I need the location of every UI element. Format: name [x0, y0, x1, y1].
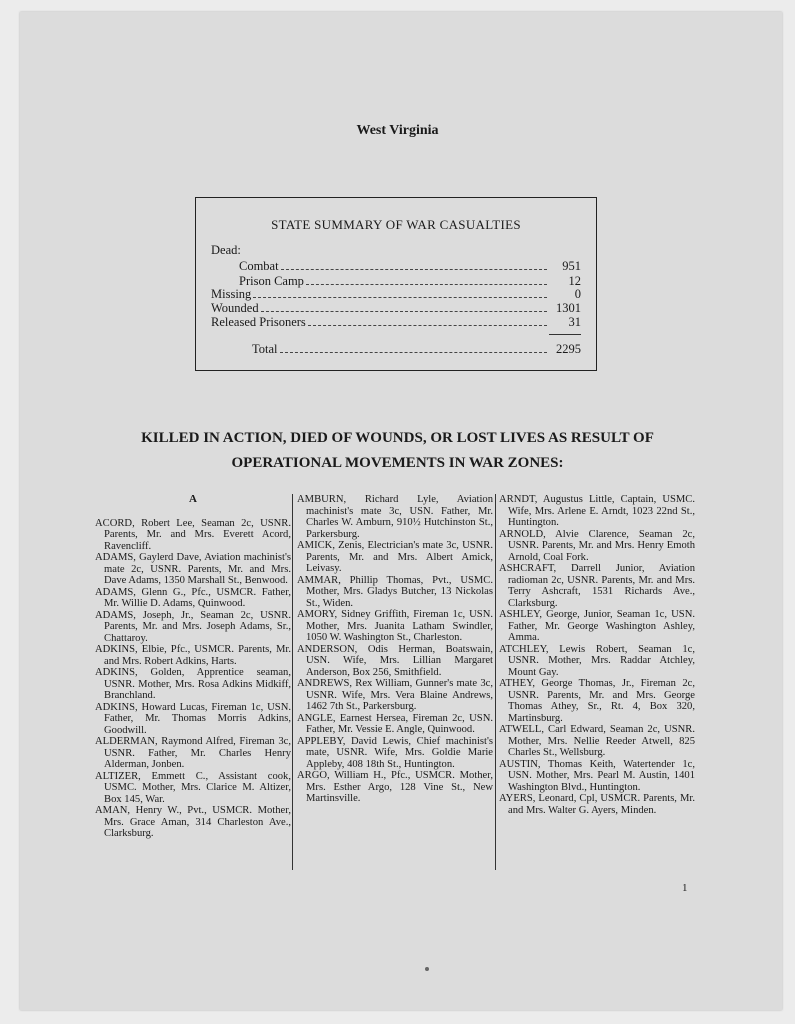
casualty-entry: ADKINS, Howard Lucas, Fireman 1c, USN. Father, Mr. Thomas Morris Adkins, Goodwill.	[95, 701, 291, 736]
casualty-column-3	[499, 494, 695, 816]
state-title: West Virginia	[356, 123, 439, 138]
casualty-entry: ADKINS, Elbie, Pfc., USMCR. Parents, Mr. and Mrs. Robert Adkins, Harts.	[95, 644, 291, 667]
casualty-entry: AYERS, Leonard, Cpl, USMCR. Parents, Mr. and Mrs. Walter G. Ayers, Minden.	[499, 793, 695, 816]
casualty-entry: APPLEBY, David Lewis, Chief machinist's mate, USNR. Wife, Mrs. Goldie Marie Appleby, 408 18th St., Huntington.	[297, 735, 493, 770]
casualty-entry: ANGLE, Earnest Hersea, Fireman 2c, USN. Father, Mr. Vessie E. Angle, Quinwood.	[297, 712, 493, 735]
casualty-entry: ACORD, Robert Lee, Seaman 2c, USNR. Parents, Mr. and Mrs. Everett Acord, Ravencliff.	[95, 517, 291, 552]
total-rule	[549, 334, 581, 335]
summary-row-missing: Missing 0	[211, 287, 581, 301]
dead-label: Dead:	[211, 243, 241, 257]
casualty-entry: AUSTIN, Thomas Keith, Watertender 1c, USN. Mother, Mrs. Pearl M. Austin, 1401 Washington Blvd., Huntington.	[499, 758, 695, 793]
casualty-entry: ARGO, William H., Pfc., USMCR. Mother, Mrs. Esther Argo, 128 Vine St., New Martinsville.	[297, 770, 493, 804]
casualty-entry: ARNOLD, Alvie Clarence, Seaman 2c, USNR. Parents, Mr. and Mrs. Henry Emoth Arnold, Coal Fork.	[499, 528, 695, 563]
casualty-entry: ANDREWS, Rex William, Gunner's mate 3c, USNR. Wife, Mrs. Vera Blaine Andrews, 1462 7th St., Parkersburg.	[297, 678, 493, 712]
casualty-column-1	[95, 494, 291, 840]
casualty-entry: ADAMS, Joseph, Jr., Seaman 2c, USNR. Parents, Mr. and Mrs. Joseph Adams, Sr., Chattaroy.	[95, 609, 291, 644]
casualty-entry: ATCHLEY, Lewis Robert, Seaman 1c, USNR. Mother, Mrs. Raddar Atchley, Mount Gay.	[499, 643, 695, 678]
casualty-entry: ATWELL, Carl Edward, Seaman 2c, USNR. Mother, Mrs. Nellie Reeder Atwell, 825 Charles St., Wellsburg.	[499, 724, 695, 758]
section-heading	[0, 426, 795, 476]
summary-row-released-prisoners: Released Prisoners 31	[211, 315, 581, 329]
summary-row-total: Total 2295	[252, 342, 581, 356]
section-heading-line-2: OPERATIONAL MOVEMENTS IN WAR ZONES:	[231, 455, 564, 471]
summary-row-prison-camp: Prison Camp 12	[239, 274, 581, 288]
casualty-entry: ANDERSON, Odis Herman, Boatswain, USN. Wife, Mrs. Lillian Margaret Anderson, Box 256, Smithfield.	[297, 643, 493, 678]
casualty-entry: ALTIZER, Emmett C., Assistant cook, USMC. Mother, Mrs. Clarice M. Altizer, Box 145, War.	[95, 770, 291, 805]
casualty-entry: ASHCRAFT, Darrell Junior, Aviation radioman 2c, USNR. Parents, Mr. and Mrs. Terry Ashcraft, 1531 Richards Ave., Clarksburg.	[499, 563, 695, 609]
casualty-summary-box	[195, 197, 597, 371]
binding-hole-mark	[425, 967, 429, 971]
casualty-entry: AMORY, Sidney Griffith, Fireman 1c, USN. Mother, Mrs. Juanita Latham Swindler, 1050 W. Washington St., Charleston.	[297, 609, 493, 643]
casualty-entry: ADAMS, Glenn G., Pfc., USMCR. Father, Mr. Willie D. Adams, Quinwood.	[95, 586, 291, 609]
column-divider	[292, 494, 293, 870]
page-number: 1	[682, 882, 688, 894]
casualty-column-2	[297, 494, 493, 805]
casualty-entry: ADKINS, Golden, Apprentice seaman, USNR. Mother, Mrs. Rosa Adkins Midkiff, Branchland.	[95, 667, 291, 701]
casualty-entry: ALDERMAN, Raymond Alfred, Fireman 3c, USNR. Father, Mr. Charles Henry Alderman, Jonben.	[95, 736, 291, 770]
summary-row-combat: Combat 951	[239, 259, 581, 273]
casualty-entry: ADAMS, Gaylerd Dave, Aviation machinist's mate 2c, USNR. Parents, Mr. and Mrs. Dave Adams, 1350 Marshall St., Benwood.	[95, 552, 291, 586]
casualty-entry: AMMAR, Phillip Thomas, Pvt., USMC. Mother, Mrs. Gladys Butcher, 13 Nickolas St., Widen.	[297, 574, 493, 609]
summary-row-wounded: Wounded 1301	[211, 301, 581, 315]
casualty-entry: AMICK, Zenis, Electrician's mate 3c, USNR. Parents, Mr. and Mrs. Albert Amick, Leivasy.	[297, 540, 493, 574]
section-heading-line-1: KILLED IN ACTION, DIED OF WOUNDS, OR LOST LIVES AS RESULT OF	[141, 430, 654, 446]
casualty-entry: ATHEY, George Thomas, Jr., Fireman 2c, USNR. Parents, Mr. and Mrs. George Thomas Athey, Sr., Rt. 4, Box 320, Martinsburg.	[499, 678, 695, 724]
alphabet-letter: A	[189, 493, 197, 505]
column-divider	[495, 494, 496, 870]
casualty-entry: AMBURN, Richard Lyle, Aviation machinist's mate 3c, USN. Father, Mr. Charles W. Amburn, 910½ Hutchinston St., Parkersburg.	[297, 494, 493, 540]
casualty-entry: ASHLEY, George, Junior, Seaman 1c, USN. Father, Mr. George Washington Ashley, Amma.	[499, 609, 695, 643]
summary-title: STATE SUMMARY OF WAR CASUALTIES	[271, 217, 521, 232]
casualty-entry: ARNDT, Augustus Little, Captain, USMC. Wife, Mrs. Arlene E. Arndt, 1023 22nd St., Huntington.	[499, 494, 695, 528]
casualty-entry: AMAN, Henry W., Pvt., USMCR. Mother, Mrs. Grace Aman, 314 Charleston Ave., Clarksburg.	[95, 805, 291, 839]
